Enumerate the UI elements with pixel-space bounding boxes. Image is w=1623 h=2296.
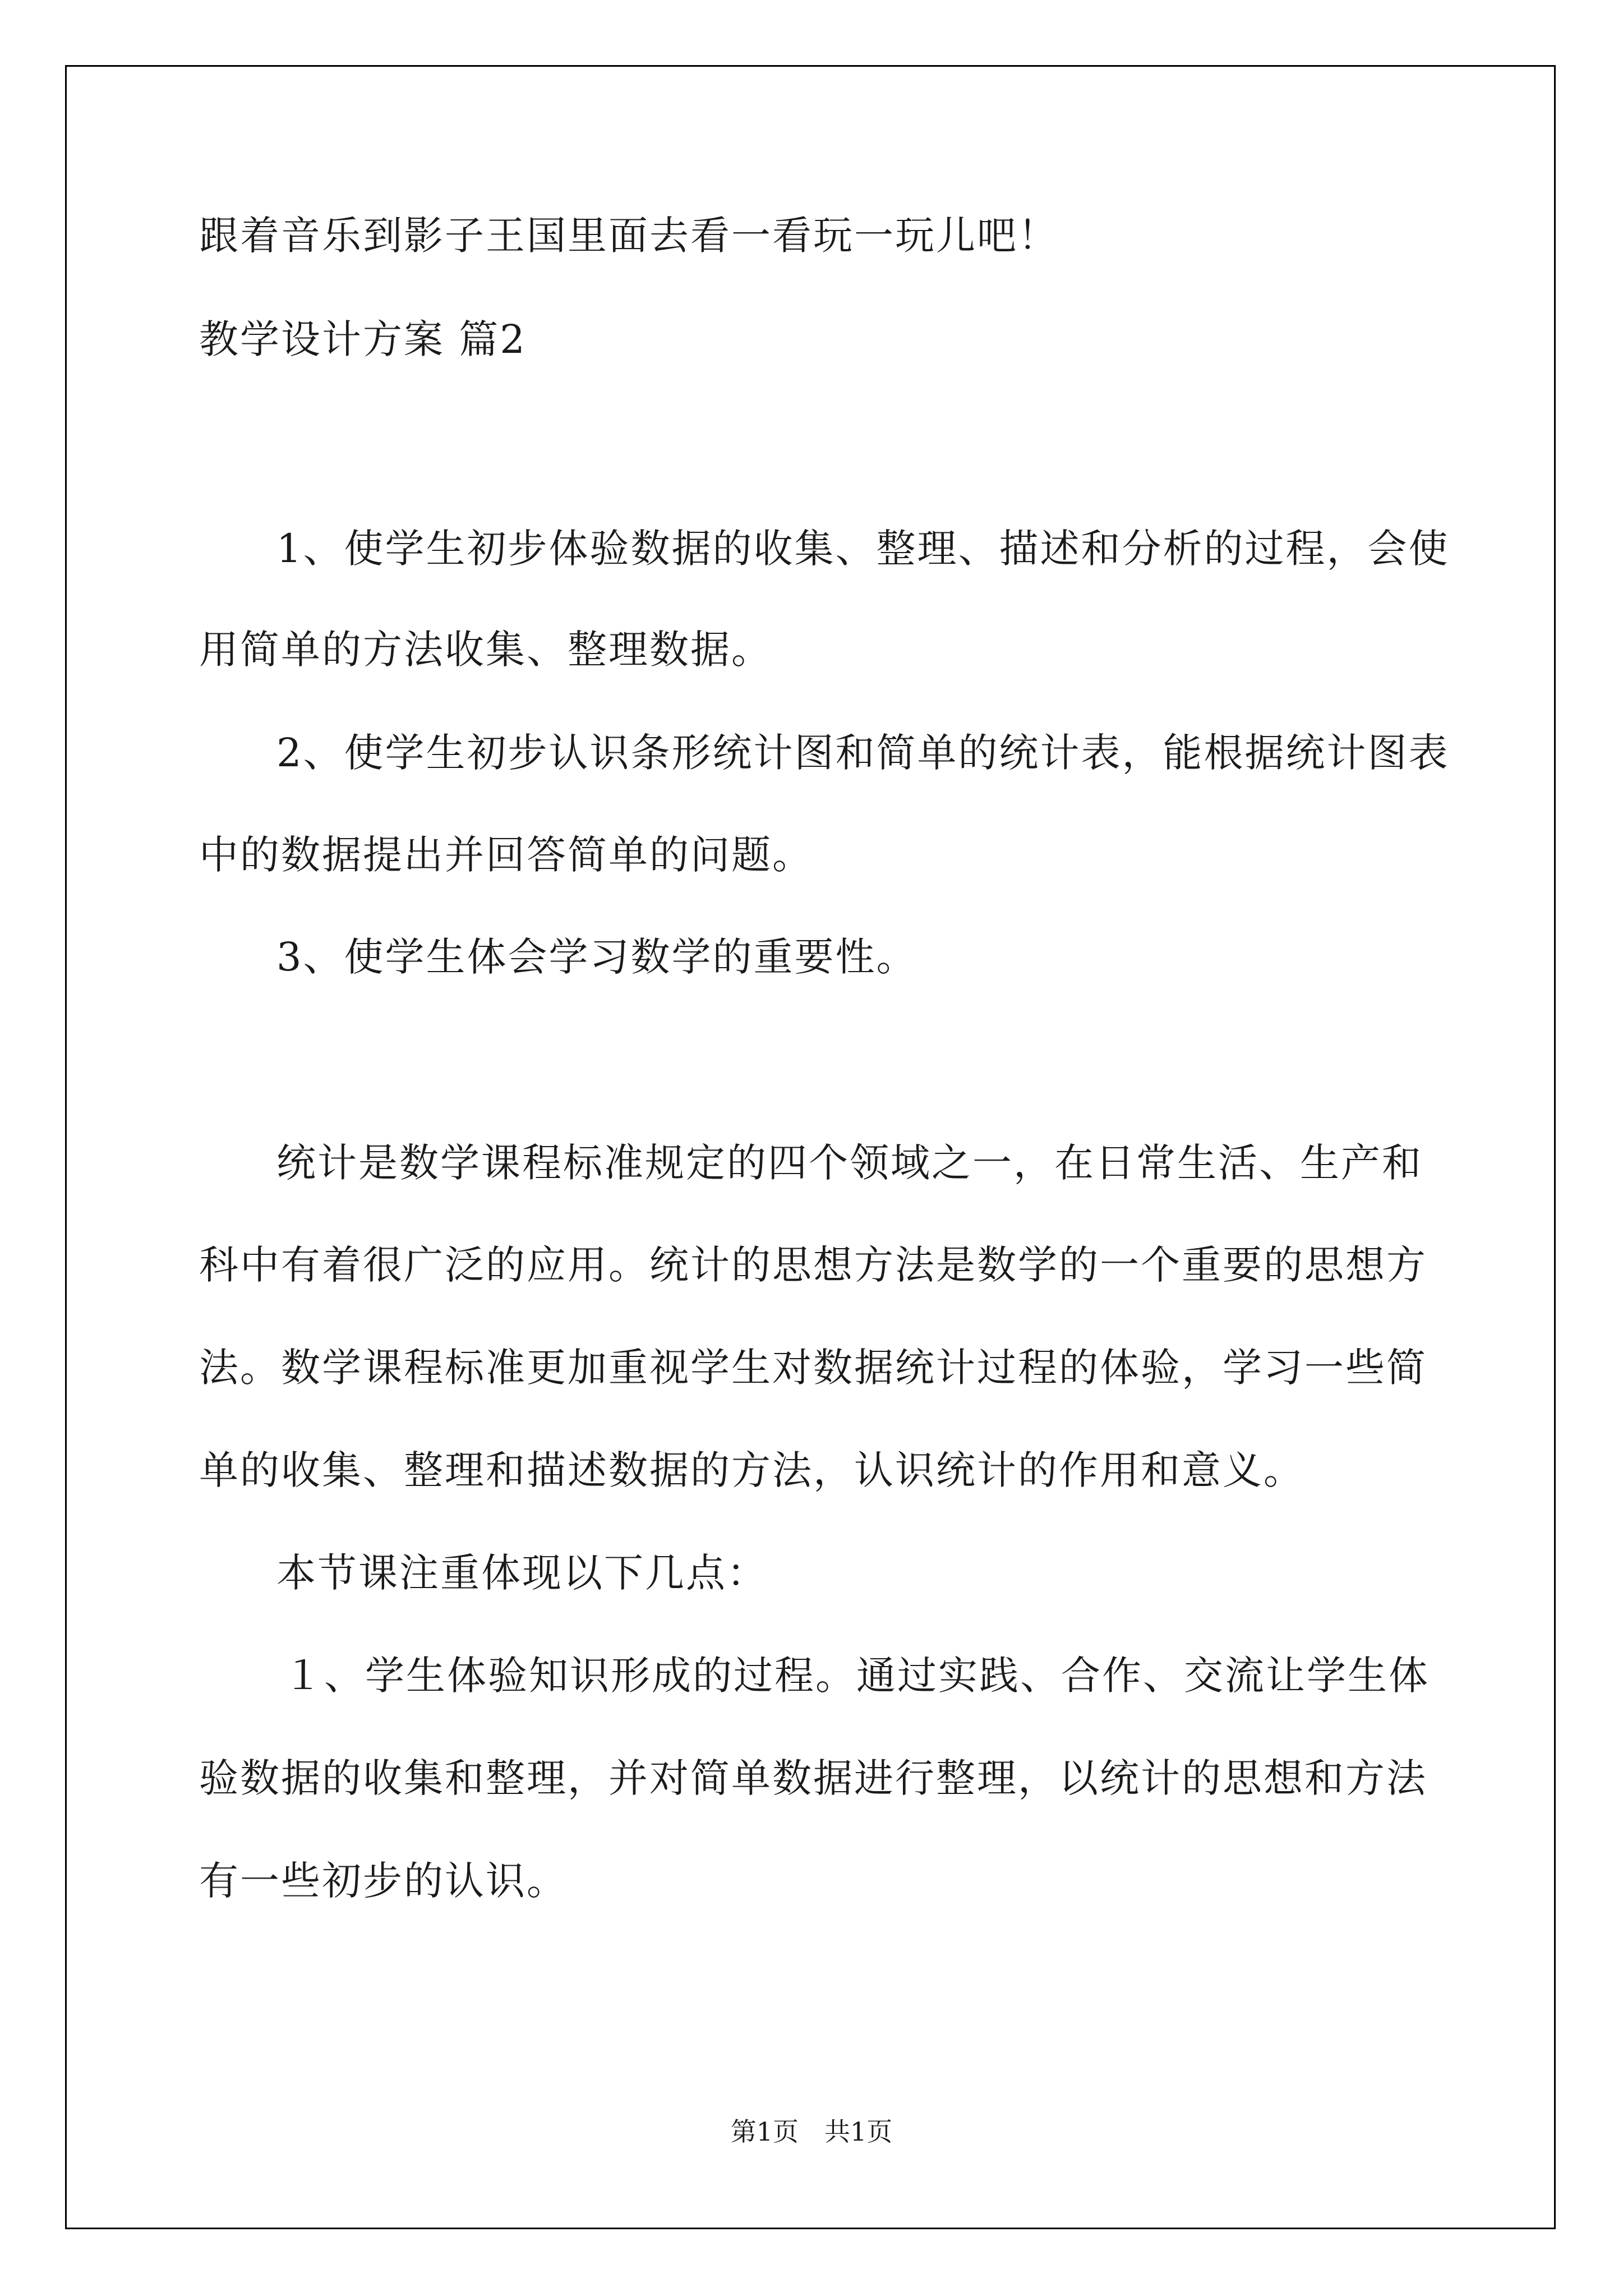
intro-closing-line: 跟着音乐到影子王国里面去看一看玩一玩儿吧！ bbox=[199, 213, 1059, 259]
focus-intro-line: 本节课注重体现以下几点： bbox=[276, 1550, 768, 1596]
analysis-line-4: 单的收集、整理和描述数据的方法，认识统计的作用和意义。 bbox=[199, 1447, 1304, 1493]
goal-1-line-2: 用简单的方法收集、整理数据。 bbox=[199, 627, 772, 673]
goal-3-line-1: 3、使学生体会学习数学的重要性。 bbox=[276, 934, 917, 980]
goal-2-line-2: 中的数据提出并回答简单的问题。 bbox=[199, 832, 813, 878]
focus-1-line-3: 有一些初步的认识。 bbox=[199, 1858, 568, 1904]
page-number-footer: 第1页 共1页 bbox=[730, 2116, 893, 2147]
goal-2-line-1: 2、使学生初步认识条形统计图和简单的统计表，能根据统计图表 bbox=[276, 730, 1450, 776]
analysis-line-3: 法。数学课程标准更加重视学生对数据统计过程的体验，学习一些简 bbox=[199, 1345, 1427, 1391]
analysis-line-2: 科中有着很广泛的应用。统计的思想方法是数学的一个重要的思想方 bbox=[199, 1242, 1427, 1288]
analysis-line-1: 统计是数学课程标准规定的四个领域之一，在日常生活、生产和 bbox=[276, 1140, 1423, 1186]
goal-1-line-1: 1、使学生初步体验数据的收集、整理、描述和分析的过程，会使 bbox=[276, 526, 1450, 572]
focus-1-line-2: 验数据的收集和整理，并对简单数据进行整理，以统计的思想和方法 bbox=[199, 1755, 1427, 1801]
focus-1-line-1: １、学生体验知识形成的过程。通过实践、合作、交流让学生体 bbox=[283, 1653, 1430, 1699]
section-heading: 教学设计方案 篇2 bbox=[199, 316, 527, 362]
